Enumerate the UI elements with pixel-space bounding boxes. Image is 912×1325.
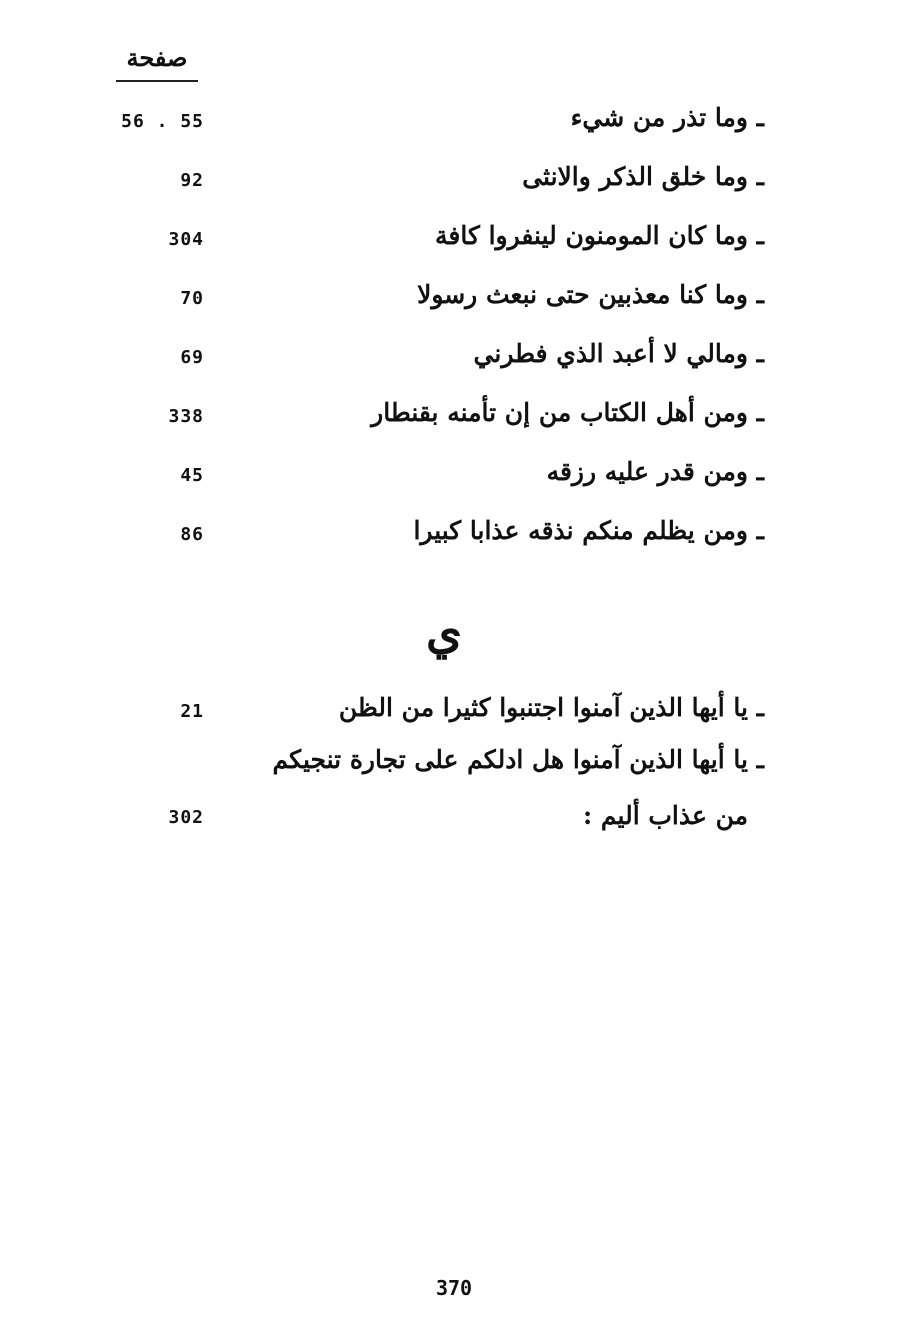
index-entry-text: ـ يا أيها الذين آمنوا اجتنبوا كثيرا من الظن — [338, 693, 764, 722]
index-entry-text: ـ يا أيها الذين آمنوا هل ادلكم على تجارة تنجيكم — [272, 745, 764, 774]
index-entry-text: ـ ومن يظلم منكم نذقه عذابا كبيرا — [413, 516, 764, 545]
index-entry-page: 86 — [180, 524, 204, 545]
index-entry-page: 70 — [180, 288, 204, 309]
page-column-label: صفحة — [126, 43, 188, 72]
index-entry-text: ـ وما كان المومنون لينفروا كافة — [435, 221, 764, 250]
index-entry-page: 56 . 55 — [121, 111, 204, 132]
index-entry-page: 302 — [168, 807, 204, 828]
index-entry-text: ـ ومن قدر عليه رزقه — [546, 457, 764, 486]
header-underline — [116, 80, 198, 82]
index-entry-text: ـ وما تذر من شيء — [570, 103, 764, 132]
index-entry-text: ـ ومن أهل الكتاب من إن تأمنه بقنطار — [371, 398, 764, 427]
index-entry-page: 304 — [168, 229, 204, 250]
page-number: 370 — [435, 1276, 473, 1300]
index-entry-page: 69 — [180, 347, 204, 368]
index-entry-text: ـ وما خلق الذكر والانثى — [522, 162, 764, 191]
index-entry-page: 21 — [180, 701, 204, 722]
section-letter-heading: ي — [425, 605, 462, 659]
index-entry-page: 92 — [180, 170, 204, 191]
index-entry-text: ـ ومالي لا أعبد الذي فطرني — [473, 339, 764, 368]
index-entry-continuation: من عذاب أليم : — [582, 801, 748, 830]
index-entry-text: ـ وما كنا معذبين حتى نبعث رسولا — [417, 280, 764, 309]
index-entry-page: 45 — [180, 465, 204, 486]
index-entry-page: 338 — [168, 406, 204, 427]
